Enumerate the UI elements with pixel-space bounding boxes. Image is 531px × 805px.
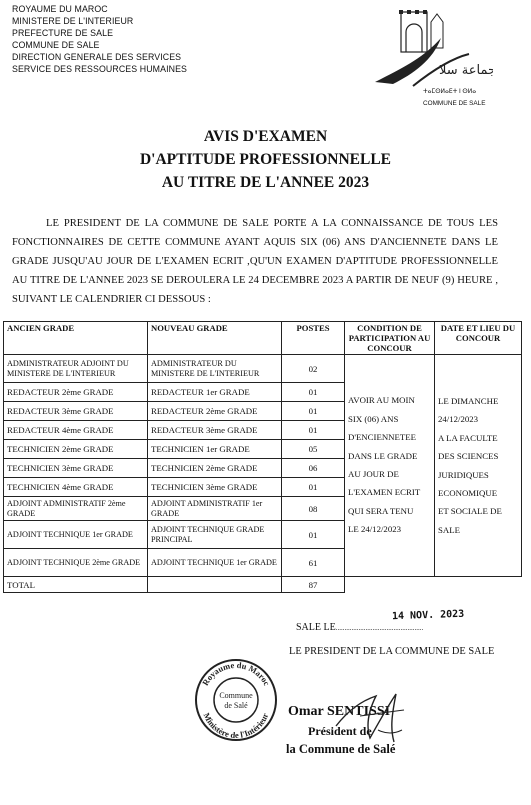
seal-inner-line: Commune bbox=[219, 691, 253, 700]
stamp-role: Président de bbox=[308, 724, 372, 738]
condition-line: L'EXAMEN ECRIT bbox=[348, 487, 421, 498]
exam-table bbox=[3, 321, 522, 593]
condition-cell bbox=[345, 355, 435, 577]
cell-ancien: ADJOINT TECHNIQUE 2ème GRADE bbox=[4, 549, 148, 577]
stamp-name: Omar SENTISSI bbox=[288, 704, 391, 719]
cell-nouveau: ADJOINT TECHNIQUE GRADE PRINCIPAL bbox=[148, 521, 282, 549]
condition-line: DANS LE GRADE bbox=[348, 450, 418, 461]
cell-ancien: REDACTEUR 2ème GRADE bbox=[4, 383, 148, 402]
cell-postes: 06 bbox=[282, 459, 345, 478]
announcement-paragraph: LE PRESIDENT DE LA COMMUNE DE SALE PORTE A LA CONNAISSANCE DE TOUS LES FONCTIONNAIRES DE CETTE COMMUNE AYANT AQUIS SIX (06) ANS D'ANCIENNETE DANS LE GRADE JUSQU'AU JOUR DE L'EXAMEN ECRIT ,QU'UN EXAMEN D'APTITUDE PROFESSIONNELLE AU TITRE DE L'ANNEE 2023 SE DEROULERA LE 24 DECEMBRE 2023 A PARTIR DE NEUF (9) HEURE , SUIVANT LE CALENDRIER CI DESSOUS : bbox=[12, 218, 498, 305]
date-line: 24/12/2023 bbox=[438, 414, 479, 425]
total-value: 87 bbox=[282, 577, 345, 593]
cell-ancien: ADMINISTRATEUR ADJOINT DU MINISTERE DE L'INTERIEUR bbox=[4, 355, 148, 383]
total-blank bbox=[345, 577, 435, 593]
table-row bbox=[4, 355, 522, 383]
logo-caption: COMMUNE DE SALE bbox=[423, 100, 486, 107]
cell-postes: 01 bbox=[282, 521, 345, 549]
header-date-lieu: DATE ET LIEU DU CONCOUR bbox=[435, 322, 522, 355]
header-line: ROYAUME DU MAROC bbox=[12, 4, 108, 14]
header-condition: CONDITION DE PARTICIPATION AU CONCOUR bbox=[345, 322, 435, 355]
svg-text:Royaume du Maroc bbox=[200, 660, 272, 688]
commune-logo bbox=[373, 8, 493, 112]
table-total-row bbox=[4, 577, 522, 593]
date-line: LE DIMANCHE bbox=[438, 395, 499, 406]
city-gate-icon bbox=[373, 8, 493, 88]
cell-ancien: TECHNICIEN 2ème GRADE bbox=[4, 440, 148, 459]
title-line-2: D'APTITUDE PROFESSIONNELLE bbox=[139, 151, 392, 168]
date-lieu-text bbox=[438, 392, 518, 539]
cell-ancien: TECHNICIEN 3ème GRADE bbox=[4, 459, 148, 478]
cell-ancien: REDACTEUR 4ème GRADE bbox=[4, 421, 148, 440]
title-line-3: AU TITRE DE L'ANNEE 2023 bbox=[161, 174, 370, 191]
date-line: A LA FACULTE bbox=[438, 432, 498, 443]
cell-nouveau: ADMINISTRATEUR DU MINISTERE DE L'INTERIEUR bbox=[148, 355, 282, 383]
place-date-line bbox=[296, 622, 423, 633]
round-seal-icon bbox=[194, 658, 278, 742]
header-line: MINISTERE DE L'INTERIEUR bbox=[12, 16, 134, 26]
condition-text bbox=[348, 391, 431, 538]
total-label: TOTAL bbox=[4, 577, 148, 593]
dotted-line: .................................................. bbox=[335, 624, 424, 632]
cell-ancien: TECHNICIEN 4ème GRADE bbox=[4, 478, 148, 497]
condition-line: AVOIR AU MOIN bbox=[348, 395, 415, 406]
cell-ancien: REDACTEUR 3ème GRADE bbox=[4, 402, 148, 421]
logo-arabic-text: جماعة سلا bbox=[439, 63, 493, 78]
seal-outer-top: Royaume du Maroc bbox=[200, 659, 273, 688]
seal-inner-line: de Salé bbox=[224, 701, 248, 710]
title-line-1: AVIS D'EXAMEN bbox=[203, 128, 328, 145]
cell-postes: 08 bbox=[282, 497, 345, 521]
header-nouveau-grade: NOUVEAU GRADE bbox=[148, 322, 282, 355]
header-postes: POSTES bbox=[282, 322, 345, 355]
cell-postes: 01 bbox=[282, 383, 345, 402]
cell-postes: 01 bbox=[282, 402, 345, 421]
header-ancien-grade: ANCIEN GRADE bbox=[4, 322, 148, 355]
stamp-commune: la Commune de Salé bbox=[286, 742, 396, 756]
cell-ancien: ADJOINT ADMINISTRATIF 2ème GRADE bbox=[4, 497, 148, 521]
cell-ancien: ADJOINT TECHNIQUE 1er GRADE bbox=[4, 521, 148, 549]
svg-text:Ministère de l'Intérieur bbox=[202, 711, 271, 740]
header-line: COMMUNE DE SALE bbox=[12, 40, 100, 50]
cell-postes: 01 bbox=[282, 421, 345, 440]
logo-latin-text: ⵜⴰⵎⵙⵍⴰⴹⵜ ⵏ ⵙⵍⴰ bbox=[423, 89, 477, 95]
condition-line: LE 24/12/2023 bbox=[348, 524, 402, 535]
header-line: SERVICE DES RESSOURCES HUMAINES bbox=[12, 64, 188, 74]
header-line: DIRECTION GENERALE DES SERVICES bbox=[12, 52, 182, 62]
total-empty bbox=[148, 577, 282, 593]
handwritten-signature-icon bbox=[330, 686, 410, 748]
date-stamp: 14 NOV. 2023 bbox=[391, 608, 465, 623]
cell-nouveau: REDACTEUR 1er GRADE bbox=[148, 383, 282, 402]
date-lieu-cell bbox=[435, 355, 522, 577]
place-label: SALE LE bbox=[296, 622, 336, 633]
date-line: ECONOMIQUE bbox=[438, 487, 498, 498]
header-line: PREFECTURE DE SALE bbox=[12, 28, 114, 38]
seal-outer-bottom: Ministère de l'Intérieur bbox=[201, 711, 271, 741]
date-line: ET SOCIALE DE bbox=[438, 506, 502, 517]
condition-line: AU JOUR DE bbox=[348, 469, 399, 479]
cell-postes: 02 bbox=[282, 355, 345, 383]
table-header-row bbox=[4, 322, 522, 355]
cell-postes: 05 bbox=[282, 440, 345, 459]
condition-line: D'ENCIENNETEE bbox=[348, 432, 417, 443]
cell-nouveau: REDACTEUR 3ème GRADE bbox=[148, 421, 282, 440]
condition-line: QUI SERA TENU bbox=[348, 505, 414, 516]
condition-line: SIX (06) ANS bbox=[348, 413, 399, 424]
date-line: DES SCIENCES bbox=[438, 451, 499, 462]
cell-nouveau: TECHNICIEN 1er GRADE bbox=[148, 440, 282, 459]
signatory-title: LE PRESIDENT DE LA COMMUNE DE SALE bbox=[289, 646, 495, 657]
cell-nouveau: ADJOINT ADMINISTRATIF 1er GRADE bbox=[148, 497, 282, 521]
cell-nouveau: TECHNICIEN 3ème GRADE bbox=[148, 478, 282, 497]
cell-nouveau: REDACTEUR 2ème GRADE bbox=[148, 402, 282, 421]
cell-nouveau: TECHNICIEN 2ème GRADE bbox=[148, 459, 282, 478]
date-line: JURIDIQUES bbox=[438, 469, 489, 480]
cell-postes: 61 bbox=[282, 549, 345, 577]
cell-postes: 01 bbox=[282, 478, 345, 497]
date-line: SALE bbox=[438, 524, 460, 535]
cell-nouveau: ADJOINT TECHNIQUE 1er GRADE bbox=[148, 549, 282, 577]
total-blank bbox=[435, 577, 522, 593]
